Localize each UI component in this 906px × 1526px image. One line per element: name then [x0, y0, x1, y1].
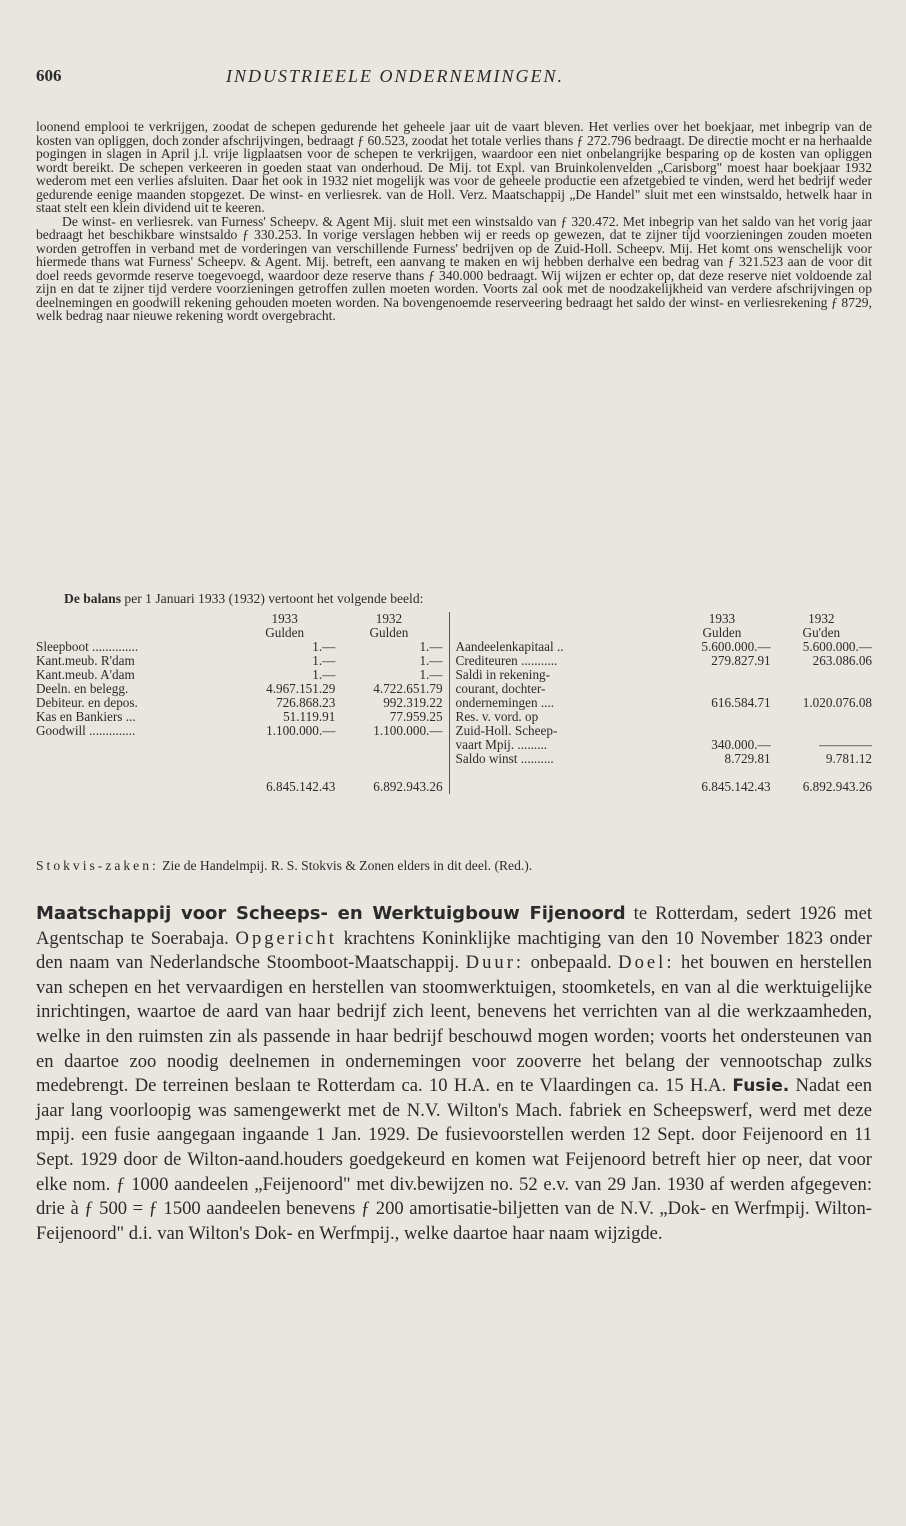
table-row — [36, 654, 872, 668]
liability-value-1932: 9.781.12 — [825, 751, 872, 766]
liability-value-1932 — [771, 710, 872, 724]
liability-label: vaart Mpij. ......... — [455, 737, 548, 752]
balans-label: De balans — [64, 591, 122, 606]
total-assets-1933: 6.845.142.43 — [266, 779, 336, 794]
asset-value-1932: 1.— — [335, 640, 449, 654]
table-row — [36, 668, 872, 682]
asset-value-1933 — [234, 738, 335, 752]
text-duur: onbepaald. — [524, 952, 619, 974]
table-spacer-row — [36, 766, 872, 780]
asset-value-1933 — [234, 752, 335, 766]
fijenoord-section — [36, 902, 872, 1246]
header-unit: Gulden — [702, 625, 742, 640]
text-opgericht: krachtens Koninklijke machtiging van den 10 November 1823 onder den naam van Nederlandsche Stoomboot-Maatschappij. — [36, 927, 872, 974]
stokvis-note — [36, 858, 872, 873]
asset-value-1932: 992.319.22 — [335, 696, 449, 710]
liability-value-1932 — [771, 682, 872, 696]
liability-value-1933: 8.729.81 — [724, 751, 771, 766]
table-row — [36, 724, 872, 738]
table-row — [36, 696, 872, 710]
intro-text — [36, 120, 872, 323]
header-year-1933: 1933 — [708, 611, 736, 626]
balans-intro-text: per 1 Januari 1933 (1932) vertoont het volgende beeld: — [121, 591, 424, 606]
liability-value-1933 — [673, 668, 770, 682]
header-year-1933: 1933 — [271, 611, 298, 626]
asset-value-1932: 1.100.000.— — [335, 724, 449, 738]
asset-label: Debiteur. en depos. — [36, 695, 138, 710]
totals-row — [36, 780, 872, 794]
liability-label: Res. v. vord. op — [455, 709, 539, 724]
company-name: Maatschappij voor Scheeps- en Werktuigbouw Fijenoord — [36, 903, 626, 924]
fijenoord-paragraph — [36, 902, 872, 1246]
liability-label: Saldo winst .......... — [455, 751, 554, 766]
asset-label: Kas en Bankiers ... — [36, 709, 136, 724]
liability-label: Saldi in rekening- — [455, 667, 551, 682]
asset-value-1932 — [335, 738, 449, 752]
liability-value-1933: 5.600.000.— — [701, 639, 771, 654]
liability-value-1933 — [673, 724, 770, 738]
stokvis-text: Zie de Handelmpij. R. S. Stokvis & Zonen elders in dit deel. (Red.). — [158, 858, 533, 873]
total-assets-1932: 6.892.943.26 — [335, 780, 449, 794]
text-doel: het bouwen en herstellen van schepen en het vervaardigen en herstellen van stoomwerktuigen, stoomketels, en van al die werktuigelijke inrichtingen, waartoe de aard van haar bedrijf zich leent, benevens het verrichten van al die werkzaamheden, welke in den ruimsten zin als passende in haar bedrijf beschouwd mogen worden; voorts het ondersteunen van en daartoe zoo noodig deelnemen in ondernemingen voor zooverre het belang der vennootschap zulks medebrengt. De terreinen beslaan te Rotterdam ca. 10 H.A. en te Vlaardingen ca. 15 H.A. — [36, 952, 872, 1097]
liability-value-1932: 263.086.06 — [812, 653, 872, 668]
balans-intro — [64, 591, 423, 607]
asset-value-1932 — [335, 752, 449, 766]
asset-value-1933: 51.119.91 — [283, 709, 336, 724]
asset-value-1933: 4.967.151.29 — [266, 681, 336, 696]
header-unit: Gulden — [335, 626, 449, 640]
liability-value-1932: ———— — [819, 737, 872, 752]
asset-label: Deeln. en belegg. — [36, 681, 129, 696]
asset-value-1933: 1.— — [312, 653, 336, 668]
liability-label: ondernemingen .... — [455, 695, 555, 710]
table-row — [36, 640, 872, 654]
liability-value-1933: 340.000.— — [711, 737, 771, 752]
asset-value-1932: 1.— — [335, 668, 449, 682]
balance-sheet-table — [36, 612, 872, 794]
header-unit: Gu'den — [802, 625, 841, 640]
liability-value-1933: 616.584.71 — [711, 695, 771, 710]
liability-value-1933: 279.827.91 — [711, 653, 771, 668]
running-title: INDUSTRIEELE ONDERNEMINGEN. — [226, 66, 564, 86]
liability-label: courant, dochter- — [455, 681, 546, 696]
label-duur: Duur: — [465, 952, 525, 974]
asset-value-1933: 726.868.23 — [275, 695, 336, 710]
liability-value-1932: 5.600.000.— — [802, 639, 872, 654]
asset-label: Kant.meub. A'dam — [36, 667, 135, 682]
total-liabilities-1932: 6.892.943.26 — [802, 779, 872, 794]
asset-label: Goodwill .............. — [36, 723, 136, 738]
liability-label: Crediteuren ........... — [455, 653, 558, 668]
liability-value-1932 — [771, 668, 872, 682]
header-year-1932: 1932 — [335, 612, 449, 626]
liability-value-1933 — [673, 710, 770, 724]
page-number: 606 — [36, 66, 62, 85]
label-opgericht: Opgericht — [235, 927, 337, 949]
header-year-1932: 1932 — [808, 611, 835, 626]
table-unit-row — [36, 626, 872, 640]
table-row — [36, 738, 872, 752]
asset-value-1932: 1.— — [335, 654, 449, 668]
table-row — [36, 752, 872, 766]
page-header — [36, 66, 872, 90]
header-unit: Gulden — [265, 625, 305, 640]
total-liabilities-1933: 6.845.142.43 — [701, 779, 771, 794]
stokvis-label: Stokvis-zaken: — [36, 858, 159, 873]
asset-label — [36, 752, 234, 766]
table-row — [36, 682, 872, 696]
intro-paragraph: loonend emplooi te verkrijgen, zoodat de schepen gedurende het geheele jaar uit de vaart bleven. Het verlies over het boekjaar, met inbegrip van de kosten van opliggen, doch zonder afschrijvingen, bedraagt ƒ 60.523, zoodat het totale verlies thans ƒ 272.796 bedraagt. De directie mocht er na herhaalde pogingen in slagen in April j.l. vrije ligplaatsen voor de schepen te verkrijgen, waardoor een niet onbelangrijke besparing op de kosten van opliggen wordt bereikt. De schepen verkeeren in goeden staat van onderhoud. De Mij. tot Expl. van Bruinkolenvelden „Carisborg" moest haar boekjaar 1932 wederom met een verlies afsluiten. Daar het ook in 1932 niet mogelijk was voor de geheele productie een afzetgebied te vinden, werd het bedrijf weder gedurende eenige maanden stopgezet. De winst- en verliesrek. van de Holl. Verz. Maatschappij „De Handel" sluit met een winstsaldo, hetwelk haar in staat stelt een klein dividend uit te keeren. — [36, 119, 872, 215]
asset-value-1932: 77.959.25 — [335, 710, 449, 724]
liability-label: Aandeelenkapitaal .. — [455, 639, 564, 654]
liability-value-1932 — [771, 724, 872, 738]
asset-value-1933: 1.— — [312, 667, 336, 682]
liability-value-1932: 1.020.076.08 — [802, 695, 872, 710]
asset-label: Sleepboot .............. — [36, 639, 139, 654]
asset-label: Kant.meub. R'dam — [36, 653, 135, 668]
table-header-row — [36, 612, 872, 626]
liability-label: Zuid-Holl. Scheep- — [455, 723, 558, 738]
label-fusie: Fusie. — [732, 1076, 790, 1097]
text-fusie: Nadat een jaar lang voorloopig was samengewerkt met de N.V. Wilton's Mach. fabriek en Scheepswerf, werd met deze mpij. een fusie aangegaan ingaande 1 Jan. 1929. De fusievoorstellen werden 12 Sept. door Feijenoord en 11 Sept. 1929 door de Wilton-aand.houders goedgekeurd en komen wat Feijenoord betreft hier op neer, dat voor elke nom. ƒ 1000 aandeelen „Feijenoord" met div.bewijzen no. 52 e.v. van 29 Jan. 1930 af werden afgegeven: drie à ƒ 500 = ƒ 1500 aandeelen benevens ƒ 200 amortisatie-biljetten van de N.V. „Dok- en Werfmpij. Wilton-Feijenoord" d.i. van Wilton's Dok- en Werfmpij., welke daartoe haar naam wijzigde. — [36, 1075, 873, 1244]
table-row — [36, 710, 872, 724]
asset-value-1932: 4.722.651.79 — [335, 682, 449, 696]
company-intro: te Rotterdam, sedert 1926 met Agentschap te Soerabaja. — [36, 903, 872, 949]
liability-value-1933 — [673, 682, 770, 696]
asset-label — [36, 738, 234, 752]
intro-paragraph: De winst- en verliesrek. van Furness' Scheepv. & Agent Mij. sluit met een winstsaldo van ƒ 320.472. Met inbegrip van het saldo van het vorig jaar bedraagt het beschikbare winstsaldo ƒ 330.253. In vorige verslagen hebben wij er reeds op gewezen, dat te zijner tijd voorzieningen zouden moeten worden getroffen in verband met de vorderingen van verschillende Furness' bedrijven op de Zuid-Holl. Scheepv. Mij. Het komt ons wenschelijk voor hiermede thans wat Furness' Scheepv. & Agent. Mij. betreft, een aanvang te maken en wij hebben derhalve een bedrag van ƒ 321.523 aan de voor dit doel reeds gevormde reserve toegevoegd, waardoor deze reserve thans ƒ 340.000 bedraagt. Wij wijzen er echter op, dat deze reserve niet voldoende zal zijn en dat te zijner tijd verdere voorzieningen getroffen zullen moeten worden. Voorts zal ook met de noodzakelijkheid van verdere afschrijvingen op deelnemingen en goodwill rekening gehouden moeten worden. Na bovengenoemde reserveering bedraagt het saldo der winst- en verliesrekening ƒ 8729, welk bedrag naar nieuwe rekening wordt overgebracht. — [36, 213, 872, 323]
asset-value-1933: 1.— — [312, 639, 336, 654]
asset-value-1933: 1.100.000.— — [266, 723, 336, 738]
label-doel: Doel: — [618, 952, 675, 974]
